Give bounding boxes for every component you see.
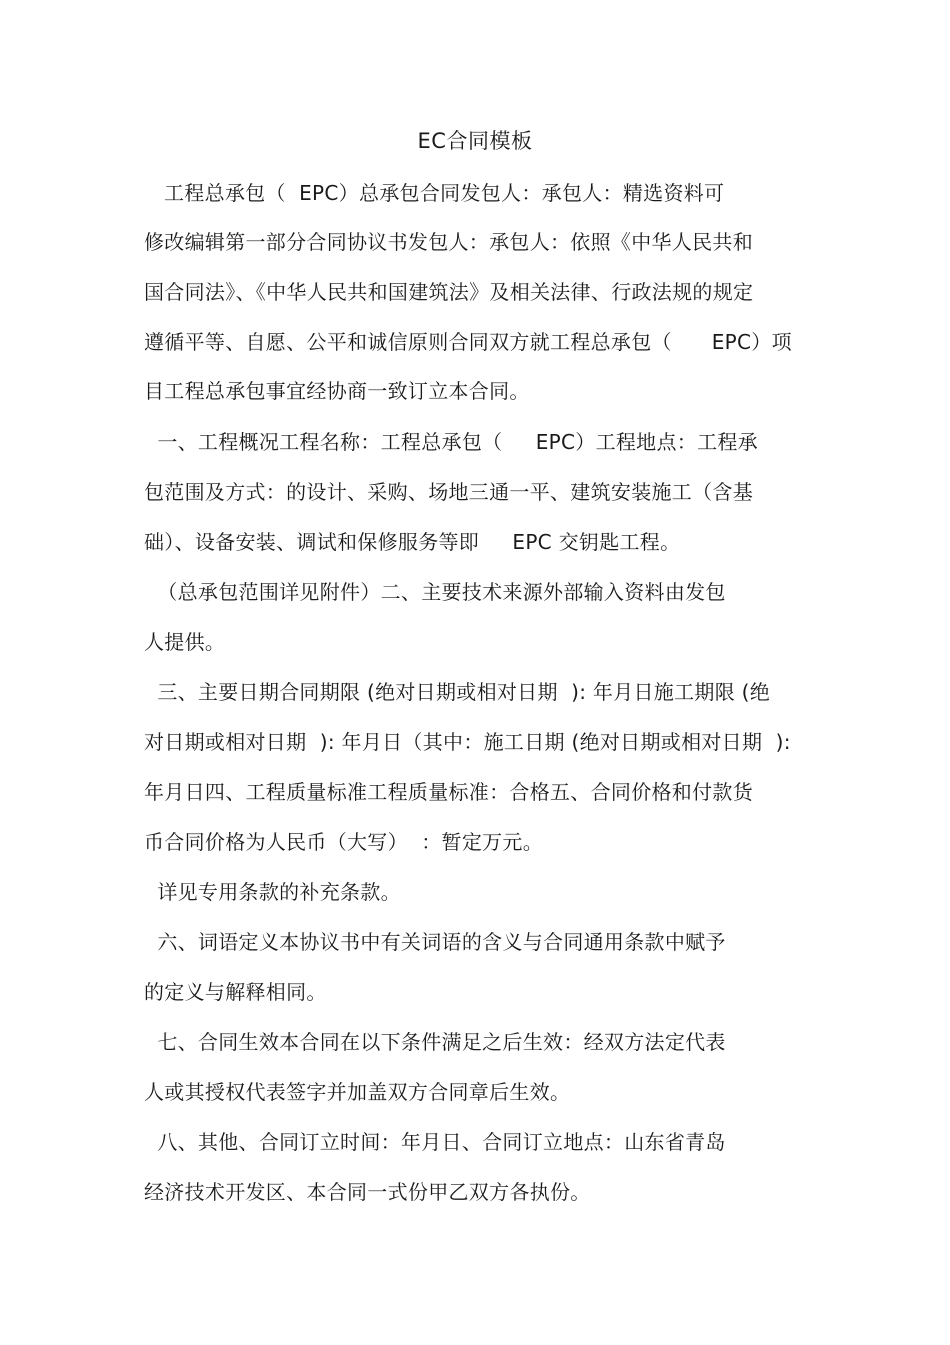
text-line-16: 六、词语定义本协议书中有关词语的含义与合同通用条款中赋予 [144,930,726,954]
text-line-13: 年月日四、工程质量标准工程质量标准：合格五、合同价格和付款货 [144,780,753,804]
text-line-10: 人提供。 [144,630,226,654]
text-line-18: 七、合同生效本合同在以下条件满足之后生效：经双方法定代表 [144,1030,726,1054]
text-line-2: 修改编辑第一部分合同协议书发包人：承包人：依照《中华人民共和 [144,230,753,254]
text-line-9: （总承包范围详见附件）二、主要技术来源外部输入资料由发包 [144,580,726,604]
text-line-8: 础）、设备安装、调试和保修服务等即 EPC 交钥匙工程。 [144,530,681,554]
text-line-4: 遵循平等、自愿、公平和诚信原则合同双方就工程总承包（ EPC）项 [144,330,792,354]
text-line-15: 详见专用条款的补充条款。 [144,880,401,904]
text-line-7: 包范围及方式：的设计、采购、场地三通一平、建筑安装施工（含基 [144,480,753,504]
text-line-3: 国合同法》、《中华人民共和国建筑法》及相关法律、行政法规的规定 [144,280,754,304]
document-title: EC合同模板 [417,129,533,153]
text-line-12: 对日期或相对日期 ): 年月日（其中：施工日期 (绝对日期或相对日期 ): [144,730,791,754]
text-line-19: 人或其授权代表签字并加盖双方合同章后生效。 [144,1080,571,1104]
text-line-1: 工程总承包（ EPC）总承包合同发包人：承包人：精选资料可 [144,181,725,205]
text-line-14: 币合同价格为人民币（大写） ：暂定万元。 [144,830,544,854]
text-line-5: 目工程总承包事宜经协商一致订立本合同。 [144,379,530,403]
text-line-21: 经济技术开发区、本合同一式份甲乙双方各执份。 [144,1180,591,1204]
text-line-17: 的定义与解释相同。 [144,980,327,1004]
text-line-20: 八、其他、合同订立时间：年月日、合同订立地点：山东省青岛 [144,1130,726,1154]
text-line-6: 一、工程概况工程名称：工程总承包（ EPC）工程地点：工程承 [144,430,758,454]
text-line-11: 三、主要日期合同期限 (绝对日期或相对日期 ): 年月日施工期限 (绝 [144,680,771,704]
